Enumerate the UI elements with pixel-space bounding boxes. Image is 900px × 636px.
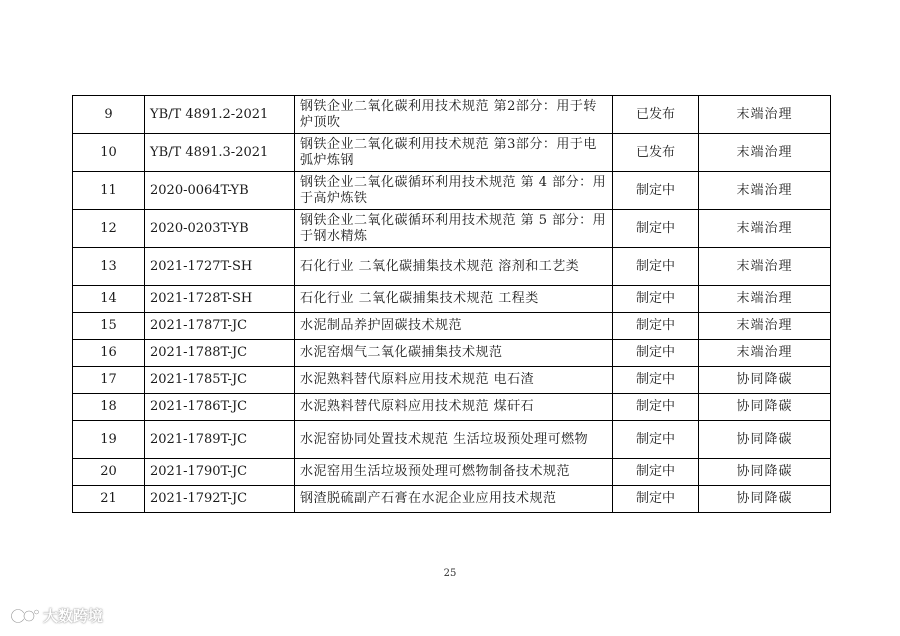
- row-number: 15: [73, 313, 145, 340]
- standard-category: 末端治理: [699, 172, 831, 210]
- watermark-text: 大数跨境: [43, 607, 104, 625]
- row-number: 21: [73, 486, 145, 513]
- row-number: 10: [73, 134, 145, 172]
- standard-status: 制定中: [613, 394, 699, 421]
- standard-code: 2021-1785T-JC: [145, 367, 295, 394]
- standard-code: 2020-0203T-YB: [145, 210, 295, 248]
- standard-name: 水泥窑协同处置技术规范 生活垃圾预处理可燃物: [295, 421, 613, 459]
- table-row: [73, 172, 831, 210]
- standard-name: 水泥制品养护固碳技术规范: [295, 313, 613, 340]
- table-row: [73, 486, 831, 513]
- standard-category: 协同降碳: [699, 367, 831, 394]
- standard-category: 末端治理: [699, 340, 831, 367]
- standard-status: 制定中: [613, 172, 699, 210]
- row-number: 18: [73, 394, 145, 421]
- standard-code: YB/T 4891.3-2021: [145, 134, 295, 172]
- table-row: [73, 134, 831, 172]
- standard-category: 末端治理: [699, 248, 831, 286]
- standards-table-body: [73, 96, 831, 513]
- table-row: [73, 367, 831, 394]
- watermark: [10, 605, 103, 626]
- standard-code: 2021-1787T-JC: [145, 313, 295, 340]
- standard-status: 制定中: [613, 486, 699, 513]
- standard-category: 末端治理: [699, 286, 831, 313]
- standard-category: 协同降碳: [699, 459, 831, 486]
- standard-category: 末端治理: [699, 96, 831, 134]
- table-row: [73, 96, 831, 134]
- standard-name: 水泥窑烟气二氧化碳捕集技术规范: [295, 340, 613, 367]
- table-row: [73, 340, 831, 367]
- standard-code: 2021-1728T-SH: [145, 286, 295, 313]
- standard-code: YB/T 4891.2-2021: [145, 96, 295, 134]
- standard-name: 钢铁企业二氧化碳利用技术规范 第2部分：用于转炉顶吹: [295, 96, 613, 134]
- standard-name: 钢铁企业二氧化碳循环利用技术规范 第 5 部分：用于钢水精炼: [295, 210, 613, 248]
- standard-code: 2020-0064T-YB: [145, 172, 295, 210]
- standard-status: 制定中: [613, 313, 699, 340]
- table-row: [73, 248, 831, 286]
- standard-name: 水泥熟料替代原料应用技术规范 煤矸石: [295, 394, 613, 421]
- standard-status: 制定中: [613, 340, 699, 367]
- standard-status: 制定中: [613, 248, 699, 286]
- row-number: 13: [73, 248, 145, 286]
- standard-category: 协同降碳: [699, 394, 831, 421]
- table-row: [73, 394, 831, 421]
- standard-status: 已发布: [613, 134, 699, 172]
- standard-code: 2021-1789T-JC: [145, 421, 295, 459]
- standard-status: 制定中: [613, 421, 699, 459]
- standard-code: 2021-1786T-JC: [145, 394, 295, 421]
- table-row: [73, 210, 831, 248]
- row-number: 11: [73, 172, 145, 210]
- row-number: 19: [73, 421, 145, 459]
- standard-category: 末端治理: [699, 210, 831, 248]
- standard-status: 已发布: [613, 96, 699, 134]
- table-row: [73, 313, 831, 340]
- standard-name: 水泥窑用生活垃圾预处理可燃物制备技术规范: [295, 459, 613, 486]
- standard-code: 2021-1792T-JC: [145, 486, 295, 513]
- standard-code: 2021-1727T-SH: [145, 248, 295, 286]
- standards-table: [72, 95, 831, 513]
- standard-category: 末端治理: [699, 134, 831, 172]
- standard-name: 水泥熟料替代原料应用技术规范 电石渣: [295, 367, 613, 394]
- table-row: [73, 421, 831, 459]
- page-number: 25: [443, 568, 457, 579]
- standard-name: 钢渣脱硫副产石膏在水泥企业应用技术规范: [295, 486, 613, 513]
- standard-status: 制定中: [613, 367, 699, 394]
- standard-name: 石化行业 二氧化碳捕集技术规范 工程类: [295, 286, 613, 313]
- standard-status: 制定中: [613, 286, 699, 313]
- table-row: [73, 286, 831, 313]
- row-number: 17: [73, 367, 145, 394]
- standard-name: 石化行业 二氧化碳捕集技术规范 溶剂和工艺类: [295, 248, 613, 286]
- standard-code: 2021-1788T-JC: [145, 340, 295, 367]
- standard-status: 制定中: [613, 210, 699, 248]
- brand-logo-icon: [10, 607, 40, 625]
- standard-code: 2021-1790T-JC: [145, 459, 295, 486]
- standard-name: 钢铁企业二氧化碳利用技术规范 第3部分：用于电弧炉炼钢: [295, 134, 613, 172]
- row-number: 20: [73, 459, 145, 486]
- row-number: 14: [73, 286, 145, 313]
- standard-name: 钢铁企业二氧化碳循环利用技术规范 第 4 部分：用于高炉炼铁: [295, 172, 613, 210]
- standard-status: 制定中: [613, 459, 699, 486]
- table-row: [73, 459, 831, 486]
- standard-category: 末端治理: [699, 313, 831, 340]
- standard-category: 协同降碳: [699, 486, 831, 513]
- row-number: 16: [73, 340, 145, 367]
- row-number: 9: [73, 96, 145, 134]
- standard-category: 协同降碳: [699, 421, 831, 459]
- row-number: 12: [73, 210, 145, 248]
